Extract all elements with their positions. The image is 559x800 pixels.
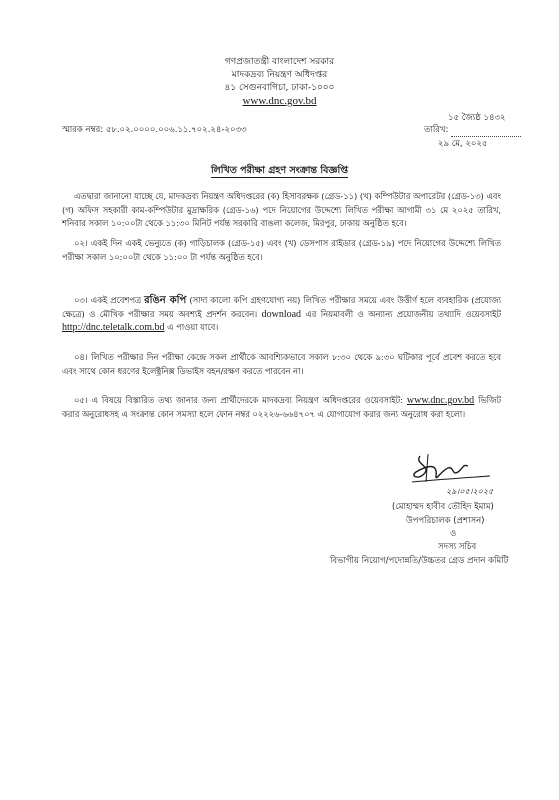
- paragraph-3-part-c: এর নিয়মাবলী ও অন্যান্য প্রয়োজনীয় তথ্যাদি ওয়েবসাইট: [301, 308, 502, 319]
- date-field: [424, 124, 521, 137]
- website-link[interactable]: www.dnc.gov.bd: [242, 95, 317, 107]
- signatory-role: সদস্য সচিব: [438, 542, 477, 552]
- memo-number: স্মারক নম্বর: ৫৮.০২.০০০০.০০৬.১১.৭০২.২৪-২০৩৩: [62, 125, 247, 135]
- signature-date: ২৯।০৫।২০২৫: [446, 487, 494, 496]
- paragraph-5: [62, 394, 501, 421]
- date-dotted-line: [451, 124, 521, 137]
- paragraph-3: [62, 294, 501, 335]
- paragraph-1: এতদ্বারা জানানো যাচ্ছে যে, মাদকদ্রব্য নিয়ন্ত্রণ অধিদপ্তরের (ক) হিসাবরক্ষক (গ্রেড-১১) (খ) কম্পিউটার অপারেটর (গ্রেড-১৩) এবং (গ) অফিস সহকারী কাম-কম্পিউটার মুদ্রাক্ষরিক (গ্রেড-১৬) পদে নিয়োগের উদ্দেশ্যে লিখিত পরীক্ষা আগামী ৩১ মে ২০২৫ তারিখ, শনিবার সকাল ১০:০০টা থেকে ১১:৩০ মিনিট পর্যন্ত সরকারি বাঙলা কলেজ, মিরপুর, ঢাকায় অনুষ্ঠিত হবে।: [62, 191, 501, 228]
- paragraph-5-part-a: ০৫। এ বিষয়ে বিস্তারিত তথ্য জানার জন্য প্রার্থীদেরকে মাদকদ্রব্য নিয়ন্ত্রণ অধিদপ্তরের ওয়েবসাইট:: [74, 395, 407, 405]
- notice-title-text: লিখিত পরীক্ষা গ্রহণ সংক্রান্ত বিজ্ঞপ্তি: [210, 165, 349, 176]
- date-label: তারিখ:: [424, 125, 449, 135]
- paragraph-5-part-b: ভিজিট করার অনুরোধসহ এ সংক্রান্ত কোন সমস্যা হলে ফোন নম্বর ০২২২৬-৬৬৪৭০৭ এ যোগাযোগ করার জন্য অনুরোধ করা হলো।: [62, 395, 501, 419]
- government-name: গণপ্রজাতন্ত্রী বাংলাদেশ সরকার: [224, 57, 335, 67]
- date-english: ২৯ মে, ২০২৫: [438, 139, 488, 149]
- paragraph-3-part-b: (সাদা কালো কপি গ্রহণযোগ্য নয়) লিখিত পরীক্ষার সময়ে এবং উত্তীর্ণ হলে ব্যবহারিক (প্রযোজ্য ক্ষেত্রে) ও মৌখিক পরীক্ষার সময় অবশ্যই প্রদর্শন করবেন।: [62, 295, 501, 319]
- website-line: [0, 95, 559, 108]
- signatory-designation: উপপরিচালক (প্রশাসন): [406, 516, 485, 526]
- paragraph-4: ০৪। লিখিত পরীক্ষার দিন পরীক্ষা কেন্দ্রে সকল প্রার্থীকে আবশ্যিকভাবে সকাল ৮:৩০ থেকে ৯:৩০ ঘটিকার পূর্বে প্রবেশ করতে হবে এবং সাথে কোন ধরণের ইলেক্ট্রনিক্স ডিভাইস বহন/রক্ষণ করতে পারবেন না।: [62, 352, 501, 376]
- department-address: ৪১ সেগুনবাগিচা, ঢাকা-১০০০: [224, 83, 335, 93]
- download-word: download: [261, 308, 302, 320]
- committee-name: বিভাগীয় নিয়োগ/পদোন্নতি/উচ্চতর গ্রেড প্রদান কমিটি: [330, 556, 509, 566]
- dnc-website-link[interactable]: www.dnc.gov.bd: [406, 395, 475, 406]
- color-copy-emphasis: রঙিন কপি: [144, 295, 187, 306]
- notice-title: [0, 164, 559, 179]
- paragraph-2: ০২। একই দিন একই ভেন্যুতে (ক) গাড়িচালক (গ্রেড-১৫) এবং (খ) ডেসপাস রাইডার (গ্রেড-১৯) পদে নিয়োগের উদ্দেশ্যে লিখিত পরীক্ষা সকাল ১০:০০টা থেকে ১১:০০ টা পর্যন্ত অনুষ্ঠিত হবে।: [62, 238, 501, 262]
- signatory-name: (মোহাম্মদ হাবীব তৌহিদ ইমাম): [392, 502, 494, 512]
- paragraph-3-part-d: এ পাওয়া যাবে।: [164, 322, 219, 332]
- and-text: ও: [450, 529, 457, 539]
- department-name: মাদকদ্রব্য নিয়ন্ত্রণ অধিদপ্তর: [231, 70, 328, 80]
- paragraph-3-part-a: ০৩। একই প্রবেশপত্র: [74, 295, 145, 305]
- teletalk-link[interactable]: http://dnc.teletalk.com.bd: [62, 322, 165, 333]
- date-bangla: ১৫ জ্যৈষ্ঠ ১৪৩২: [448, 113, 506, 123]
